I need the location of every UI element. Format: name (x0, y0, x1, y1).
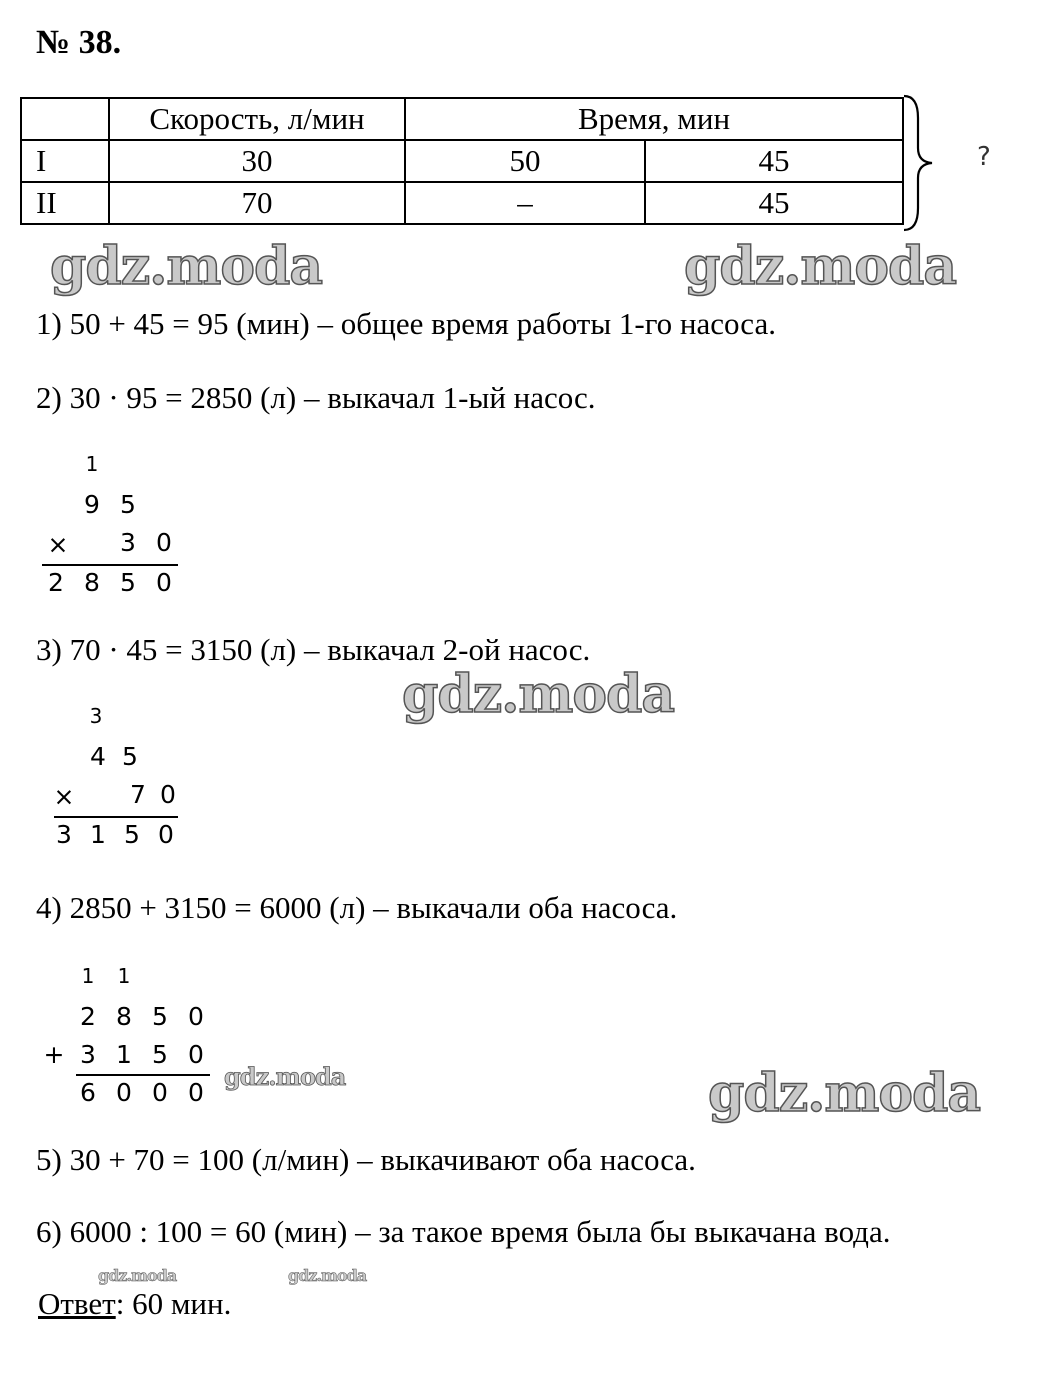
digit: 5 (120, 490, 136, 519)
digit: 8 (116, 1002, 132, 1031)
watermark: gdz.moda (288, 1266, 367, 1285)
answer-value: : 60 мин. (115, 1286, 232, 1321)
digit: 0 (116, 1078, 132, 1107)
digit: 0 (160, 780, 176, 809)
question-mark: ? (977, 142, 991, 172)
solution-step-1: 1) 50 + 45 = 95 (мин) – общее время работы 1-го насоса. (36, 306, 776, 341)
solution-step-6: 6) 6000 : 100 = 60 (мин) – за такое время была бы выкачана вода. (36, 1214, 891, 1249)
digit: 0 (156, 568, 172, 597)
time-cell: 50 (405, 140, 645, 182)
digit: 2 (48, 568, 64, 597)
digit: 0 (188, 1002, 204, 1031)
digit: 8 (84, 568, 100, 597)
time-cell: – (405, 182, 645, 224)
answer-label: Ответ (38, 1286, 116, 1321)
digit: 5 (152, 1040, 168, 1069)
underline (42, 564, 178, 566)
time-cell: 45 (645, 140, 903, 182)
watermark: gdz.moda (50, 236, 323, 297)
data-table (20, 97, 904, 225)
speed-cell: 30 (109, 140, 405, 182)
watermark: gdz.moda (684, 236, 957, 297)
table-corner-cell (21, 98, 109, 140)
digit: 5 (152, 1002, 168, 1031)
underline (76, 1074, 210, 1076)
digit: 1 (90, 820, 106, 849)
solution-step-4: 4) 2850 + 3150 = 6000 (л) – выкачали оба насоса. (36, 890, 678, 925)
solution-step-5: 5) 30 + 70 = 100 (л/мин) – выкачивают оба насоса. (36, 1142, 696, 1177)
digit: 0 (156, 528, 172, 557)
watermark: gdz.moda (402, 664, 675, 725)
operator-sign: × (47, 530, 69, 559)
watermark: gdz.moda (224, 1062, 346, 1091)
watermark: gdz.moda (98, 1266, 177, 1285)
digit: 0 (188, 1040, 204, 1069)
speed-cell: 70 (109, 182, 405, 224)
carry-digit: 3 (89, 704, 103, 728)
answer-line (38, 1286, 231, 1322)
curly-brace-icon (900, 92, 940, 234)
digit: 4 (90, 742, 106, 771)
digit: 6 (80, 1078, 96, 1107)
digit: 2 (80, 1002, 96, 1031)
digit: 5 (122, 742, 138, 771)
digit: 0 (188, 1078, 204, 1107)
digit: 7 (130, 780, 146, 809)
digit: 0 (152, 1078, 168, 1107)
digit: 5 (120, 568, 136, 597)
digit: 0 (158, 820, 174, 849)
time-cell: 45 (645, 182, 903, 224)
row-label: II (21, 182, 109, 224)
underline (54, 816, 178, 818)
operator-sign: + (43, 1040, 65, 1069)
carry-digit: 1 (85, 452, 99, 476)
digit: 5 (124, 820, 140, 849)
digit: 3 (56, 820, 72, 849)
digit: 1 (116, 1040, 132, 1069)
digit: 9 (84, 490, 100, 519)
solution-step-2: 2) 30 · 95 = 2850 (л) – выкачал 1-ый насос. (36, 380, 596, 415)
digit: 3 (80, 1040, 96, 1069)
watermark: gdz.moda (708, 1063, 981, 1124)
operator-sign: × (53, 782, 75, 811)
time-header: Время, мин (405, 98, 903, 140)
speed-header: Скорость, л/мин (109, 98, 405, 140)
digit: 3 (120, 528, 136, 557)
carry-digit: 1 (81, 964, 95, 988)
row-label: I (21, 140, 109, 182)
table-header-row (21, 98, 903, 140)
carry-digit: 1 (117, 964, 131, 988)
solution-step-3: 3) 70 · 45 = 3150 (л) – выкачал 2-ой насос. (36, 632, 591, 667)
table-row (21, 140, 903, 182)
table-row (21, 182, 903, 224)
task-number: № 38. (36, 24, 122, 61)
